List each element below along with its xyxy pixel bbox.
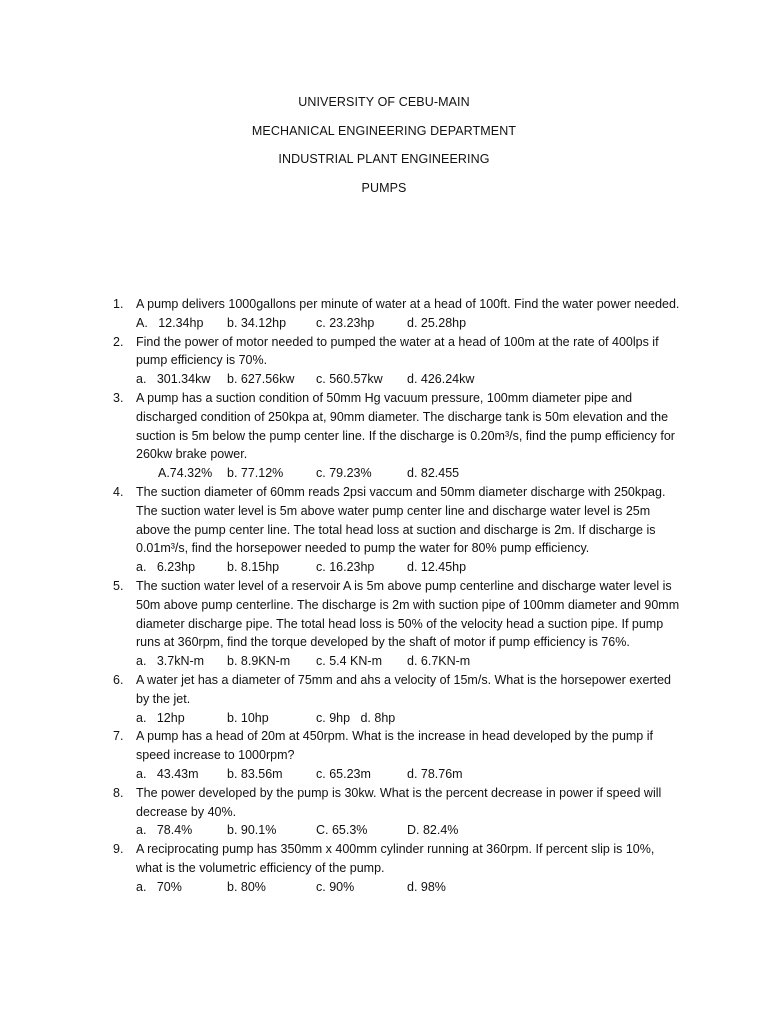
- answer-choice: d. 12.45hp: [407, 560, 467, 575]
- answer-choice: d. 78.76m: [407, 766, 463, 781]
- question-number: 1.: [113, 297, 124, 311]
- answer-choice: b. 627.56kw: [227, 372, 295, 387]
- answer-choice: D. 82.4%: [407, 823, 459, 838]
- question-item: [0, 727, 768, 783]
- answer-choice: c. 560.57kw: [316, 372, 383, 387]
- answer-choice: A. 12.34hp: [136, 315, 204, 330]
- answer-choices: [0, 821, 768, 840]
- question-text: A water jet has a diameter of 75mm and ahs a velocity of 15m/s. What is the horsepower exerted by the jet.: [136, 672, 671, 706]
- question-text: A reciprocating pump has 350mm x 400mm cylinder running at 360rpm. If percent slip is 10%, what is the volumetric efficiency of the pump.: [136, 842, 655, 875]
- answer-choice: a. 6.23hp: [136, 560, 196, 575]
- answer-choices: [0, 370, 768, 389]
- answer-choice: c. 90%: [316, 879, 355, 894]
- answer-choice: a. 78.4%: [136, 823, 193, 838]
- answer-choice: a. 70%: [136, 879, 182, 894]
- answer-choice: b. 77.12%: [227, 466, 284, 481]
- question-text: The power developed by the pump is 30kw. What is the percent decrease in power if speed will decrease by 40%.: [136, 785, 662, 819]
- answer-choice: c. 5.4 KN-m: [316, 654, 382, 669]
- answer-choices: [0, 314, 768, 333]
- answer-choice: b. 8.15hp: [227, 560, 280, 575]
- question-number: 4.: [113, 484, 124, 499]
- answer-choice: d. 82.455: [407, 466, 460, 481]
- question-number: 7.: [113, 729, 124, 744]
- answer-choice: b. 80%: [227, 879, 266, 894]
- question-number: 5.: [113, 578, 124, 593]
- department-title: MECHANICAL ENGINEERING DEPARTMENT: [251, 124, 517, 138]
- question-item: [0, 840, 768, 896]
- question-list: [0, 295, 768, 897]
- answer-choice: b. 34.12hp: [227, 315, 287, 330]
- question-number: 2.: [113, 334, 124, 349]
- answer-choice: c. 65.23m: [316, 766, 371, 781]
- answer-choice: d. 98%: [407, 879, 446, 894]
- question-text: A pump has a head of 20m at 450rpm. What is the increase in head developed by the pump if speed increase to 1000rpm?: [136, 729, 653, 763]
- question-item: [0, 333, 768, 389]
- answer-choice: c. 16.23hp: [316, 560, 375, 575]
- question-number: 6.: [113, 672, 124, 687]
- question-item: [0, 671, 768, 727]
- question-item: [0, 389, 768, 483]
- answer-choice: c. 9hp d. 8hp: [316, 710, 396, 725]
- answer-choices: [0, 709, 768, 728]
- answer-choice: a. 43.43m: [136, 766, 199, 781]
- answer-choice: C. 65.3%: [316, 823, 368, 838]
- course-title: INDUSTRIAL PLANT ENGINEERING: [278, 152, 490, 166]
- answer-choice: c. 23.23hp: [316, 315, 375, 330]
- answer-choice: c. 79.23%: [316, 466, 372, 481]
- answer-choice: b. 8.9KN-m: [227, 654, 291, 669]
- answer-choice: d. 6.7KN-m: [407, 654, 471, 669]
- answer-choice: d. 426.24kw: [407, 372, 475, 387]
- university-title: UNIVERSITY OF CEBU-MAIN: [298, 95, 470, 109]
- answer-choices: [0, 765, 768, 784]
- answer-choices: [0, 878, 768, 897]
- answer-choice: b. 10hp: [227, 710, 269, 725]
- answer-choice: a. 301.34kw: [136, 372, 211, 387]
- question-text: A pump delivers 1000gallons per minute of water at a head of 100ft. Find the water power needed.: [136, 297, 680, 311]
- question-number: 8.: [113, 785, 124, 800]
- question-item: [0, 295, 768, 333]
- answer-choice: a. 12hp: [136, 710, 185, 725]
- answer-choices: [0, 652, 768, 671]
- answer-choice: b. 90.1%: [227, 823, 277, 838]
- question-item: [0, 577, 768, 671]
- question-number: 3.: [113, 390, 124, 405]
- question-item: [0, 784, 768, 840]
- answer-choices: [0, 558, 768, 577]
- answer-choices: [0, 464, 768, 483]
- answer-choice: b. 83.56m: [227, 766, 283, 781]
- question-text: A pump has a suction condition of 50mm Hg vacuum pressure, 100mm diameter pipe and discharged condition of 250kpa at, 90mm diameter. The discharge tank is 50m elevation and the suction is 5m below the pump center line. If the discharge is 0.20m³/s, find the pump efficiency for 260kw brake power.: [136, 390, 675, 462]
- answer-choice: a. 3.7kN-m: [136, 654, 205, 669]
- answer-choice: d. 25.28hp: [407, 315, 467, 330]
- question-text: Find the power of motor needed to pumped the water at a head of 100m at the rate of 400lps if pump efficiency is 70%.: [136, 334, 659, 368]
- question-item: [0, 483, 768, 577]
- question-text: The suction diameter of 60mm reads 2psi vaccum and 50mm diameter discharge with 250kpag. The suction water level is 5m above water pump center line and discharge water level is 25m above the pump center line. The total head loss at suction and discharge is 2m. If discharge is 0.01m³/s, find the horsepower needed to pump the water for 80% pump efficiency.: [136, 484, 666, 556]
- topic-title: PUMPS: [361, 181, 407, 195]
- question-text: The suction water level of a reservoir A is 5m above pump centerline and discharge water level is 50m above pump centerline. The discharge is 2m with suction pipe of 100mm diameter and 90mm diameter discharge pipe. The total head loss is 50% of the velocity head a suction pipe. If pump runs at 360rpm, find the torque developed by the shaft of motor if pump efficiency is 76%.: [136, 578, 680, 650]
- answer-choice: A.74.32%: [158, 466, 213, 481]
- question-number: 9.: [113, 842, 124, 857]
